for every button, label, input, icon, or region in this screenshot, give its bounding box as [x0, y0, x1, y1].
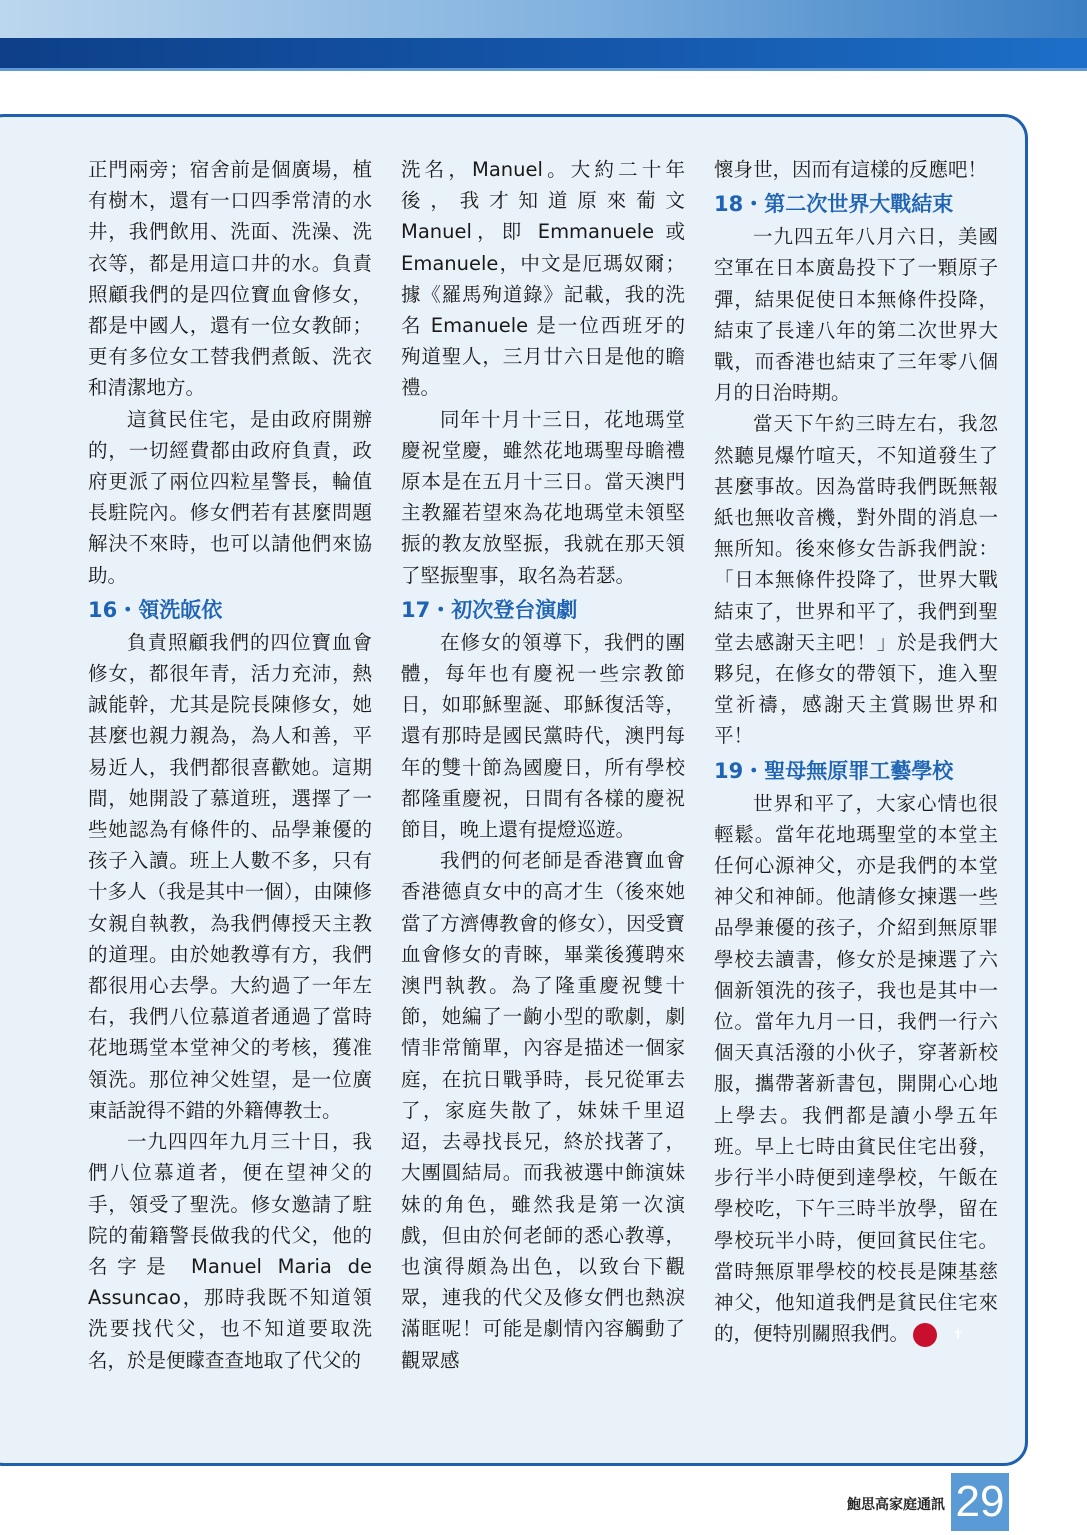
- paragraph: 我們的何老師是香港寶血會香港德貞女中的高才生（後來她當了方濟傳教會的修女），因受寶血會修女的青睞，畢業後獲聘來澳門執教。為了隆重慶祝雙十節，她編了一齣小型的歌劇，劇情非常簡單，內容是描述一個家庭，在抗日戰爭時，長兄從軍去了，家庭失散了，妹妹千里迢迢，去尋找長兄，終於找著了，大團圓結局。而我被選中飾演妹妹的角色，雖然我是第一次演戲，但由於何老師的悉心教導，也演得頗為出色，以致台下觀眾，連我的代父及修女們也熱淚滿眶呢！可能是劇情內容觸動了觀眾感: [401, 849, 685, 1372]
- paragraph-text: 世界和平了，大家心情也很輕鬆。當年花地瑪聖堂的本堂主任何心源神父，亦是我們的本堂神父和神師。他請修女揀選一些品學兼優的孩子，介紹到無原罪學校去讀書，修女於是揀選了六個新領洗的孩子，我也是其中一位。當年九月一日，我們一行六個天真活潑的小伙子，穿著新校服，攜帶著新書包，開開心心地上學去。我們都是讀小學五年班。早上七時由貧民住宅出發，步行半小時便到達學校，午飯在學校吃，下午三時半放學，留在學校玩半小時，便回貧民住宅。當時無原罪學校的校長是陳基慈神父，他知道我們是貧民住宅來的，便特別關照我們。: [714, 791, 998, 1346]
- section-heading-18: 18・第二次世界大戰結束: [714, 192, 954, 217]
- paragraph: 這貧民住宅，是由政府開辦的，一切經費都由政府負責，政府更派了兩位四粒星警長，輪值長駐院內。修女們若有甚麼問題解決不來時，也可以請他們來協助。: [88, 407, 372, 587]
- section-heading-17: 17・初次登台演劇: [401, 597, 578, 622]
- header-band-light: [0, 0, 1087, 38]
- publication-name: 鮑思高家庭通訊: [847, 1497, 945, 1513]
- section-heading-19: 19・聖母無原罪工藝學校: [714, 758, 954, 783]
- header-band-dark: [0, 38, 1087, 68]
- paragraph: 同年十月十三日，花地瑪堂慶祝堂慶，雖然花地瑪聖母瞻禮原本是在五月十三日。當天澳門主教羅若望來為花地瑪堂未領堅振的教友放堅振，我就在那天領了堅振聖事，取名為若瑟。: [401, 407, 685, 587]
- text-column-1: [88, 154, 372, 1376]
- paragraph: 洗名，Manuel。大約二十年後，我才知道原來葡文 Manuel，即 Emmanuele 或 Emanuele，中文是厄瑪奴爾；據《羅馬殉道錄》記載，我的洗名 Emanuele 是一位西班牙的殉道聖人，三月廿六日是他的瞻禮。: [401, 158, 685, 400]
- paragraph: 一九四四年九月三十日，我們八位慕道者，便在望神父的手，領受了聖洗。修女邀請了駐院的葡籍警長做我的代父，他的名字是 Manuel Maria de Assuncao，那時我既不知道領洗要找代父，也不知道要取洗名，於是便矇查查地取了代父的: [88, 1130, 372, 1372]
- salesian-logo-icon: ✝: [913, 1323, 937, 1347]
- paragraph: 當天下午約三時左右，我忽然聽見爆竹喧天，不知道發生了甚麼事故。因為當時我們既無報紙也無收音機，對外間的消息一無所知。後來修女告訴我們說：「日本無條件投降了，世界大戰結束了，世界和平了，我們到聖堂去感謝天主吧！」於是我們大夥兒，在修女的帶領下，進入聖堂祈禱，感謝天主賞賜世界和平！: [714, 412, 998, 748]
- text-column-2: [401, 154, 685, 1376]
- paragraph: 懷身世，因而有這樣的反應吧！: [714, 158, 988, 181]
- paragraph-final: [714, 788, 998, 1350]
- header-divider: [0, 68, 1087, 71]
- text-column-3: [714, 154, 998, 1349]
- paragraph: 一九四五年八月六日，美國空軍在日本廣島投下了一顆原子彈，結果促使日本無條件投降，結束了長達八年的第二次世界大戰，而香港也結束了三年零八個月的日治時期。: [714, 225, 998, 405]
- page-number: 29: [951, 1473, 1009, 1531]
- paragraph: 在修女的領導下，我們的團體，每年也有慶祝一些宗教節日，如耶穌聖誕、耶穌復活等，還有那時是國民黨時代，澳門每年的雙十節為國慶日，所有學校都隆重慶祝，日間有各樣的慶祝節目，晚上還有提燈巡遊。: [401, 630, 685, 842]
- section-heading-16: 16・領洗皈依: [88, 597, 223, 622]
- paragraph: 正門兩旁；宿舍前是個廣場，植有樹木，還有一口四季常清的水井，我們飲用、洗面、洗澡、洗衣等，都是用這口井的水。負責照顧我們的是四位寶血會修女，都是中國人，還有一位女教師；更有多位女工替我們煮飯、洗衣和清潔地方。: [88, 158, 372, 400]
- paragraph: 負責照顧我們的四位寶血會修女，都很年青，活力充沛，熱誠能幹，尤其是院長陳修女，她甚麼也親力親為，為人和善，平易近人，我們都很喜歡她。這期間，她開設了慕道班，選擇了一些她認為有條件的、品學兼優的孩子入讀。班上人數不多，只有十多人（我是其中一個），由陳修女親自執教，為我們傳授天主教的道理。由於她教導有方，我們都很用心去學。大約過了一年左右，我們八位慕道者通過了當時花地瑪堂本堂神父的考核，獲准領洗。那位神父姓望，是一位廣東話說得不錯的外籍傳教士。: [88, 630, 372, 1122]
